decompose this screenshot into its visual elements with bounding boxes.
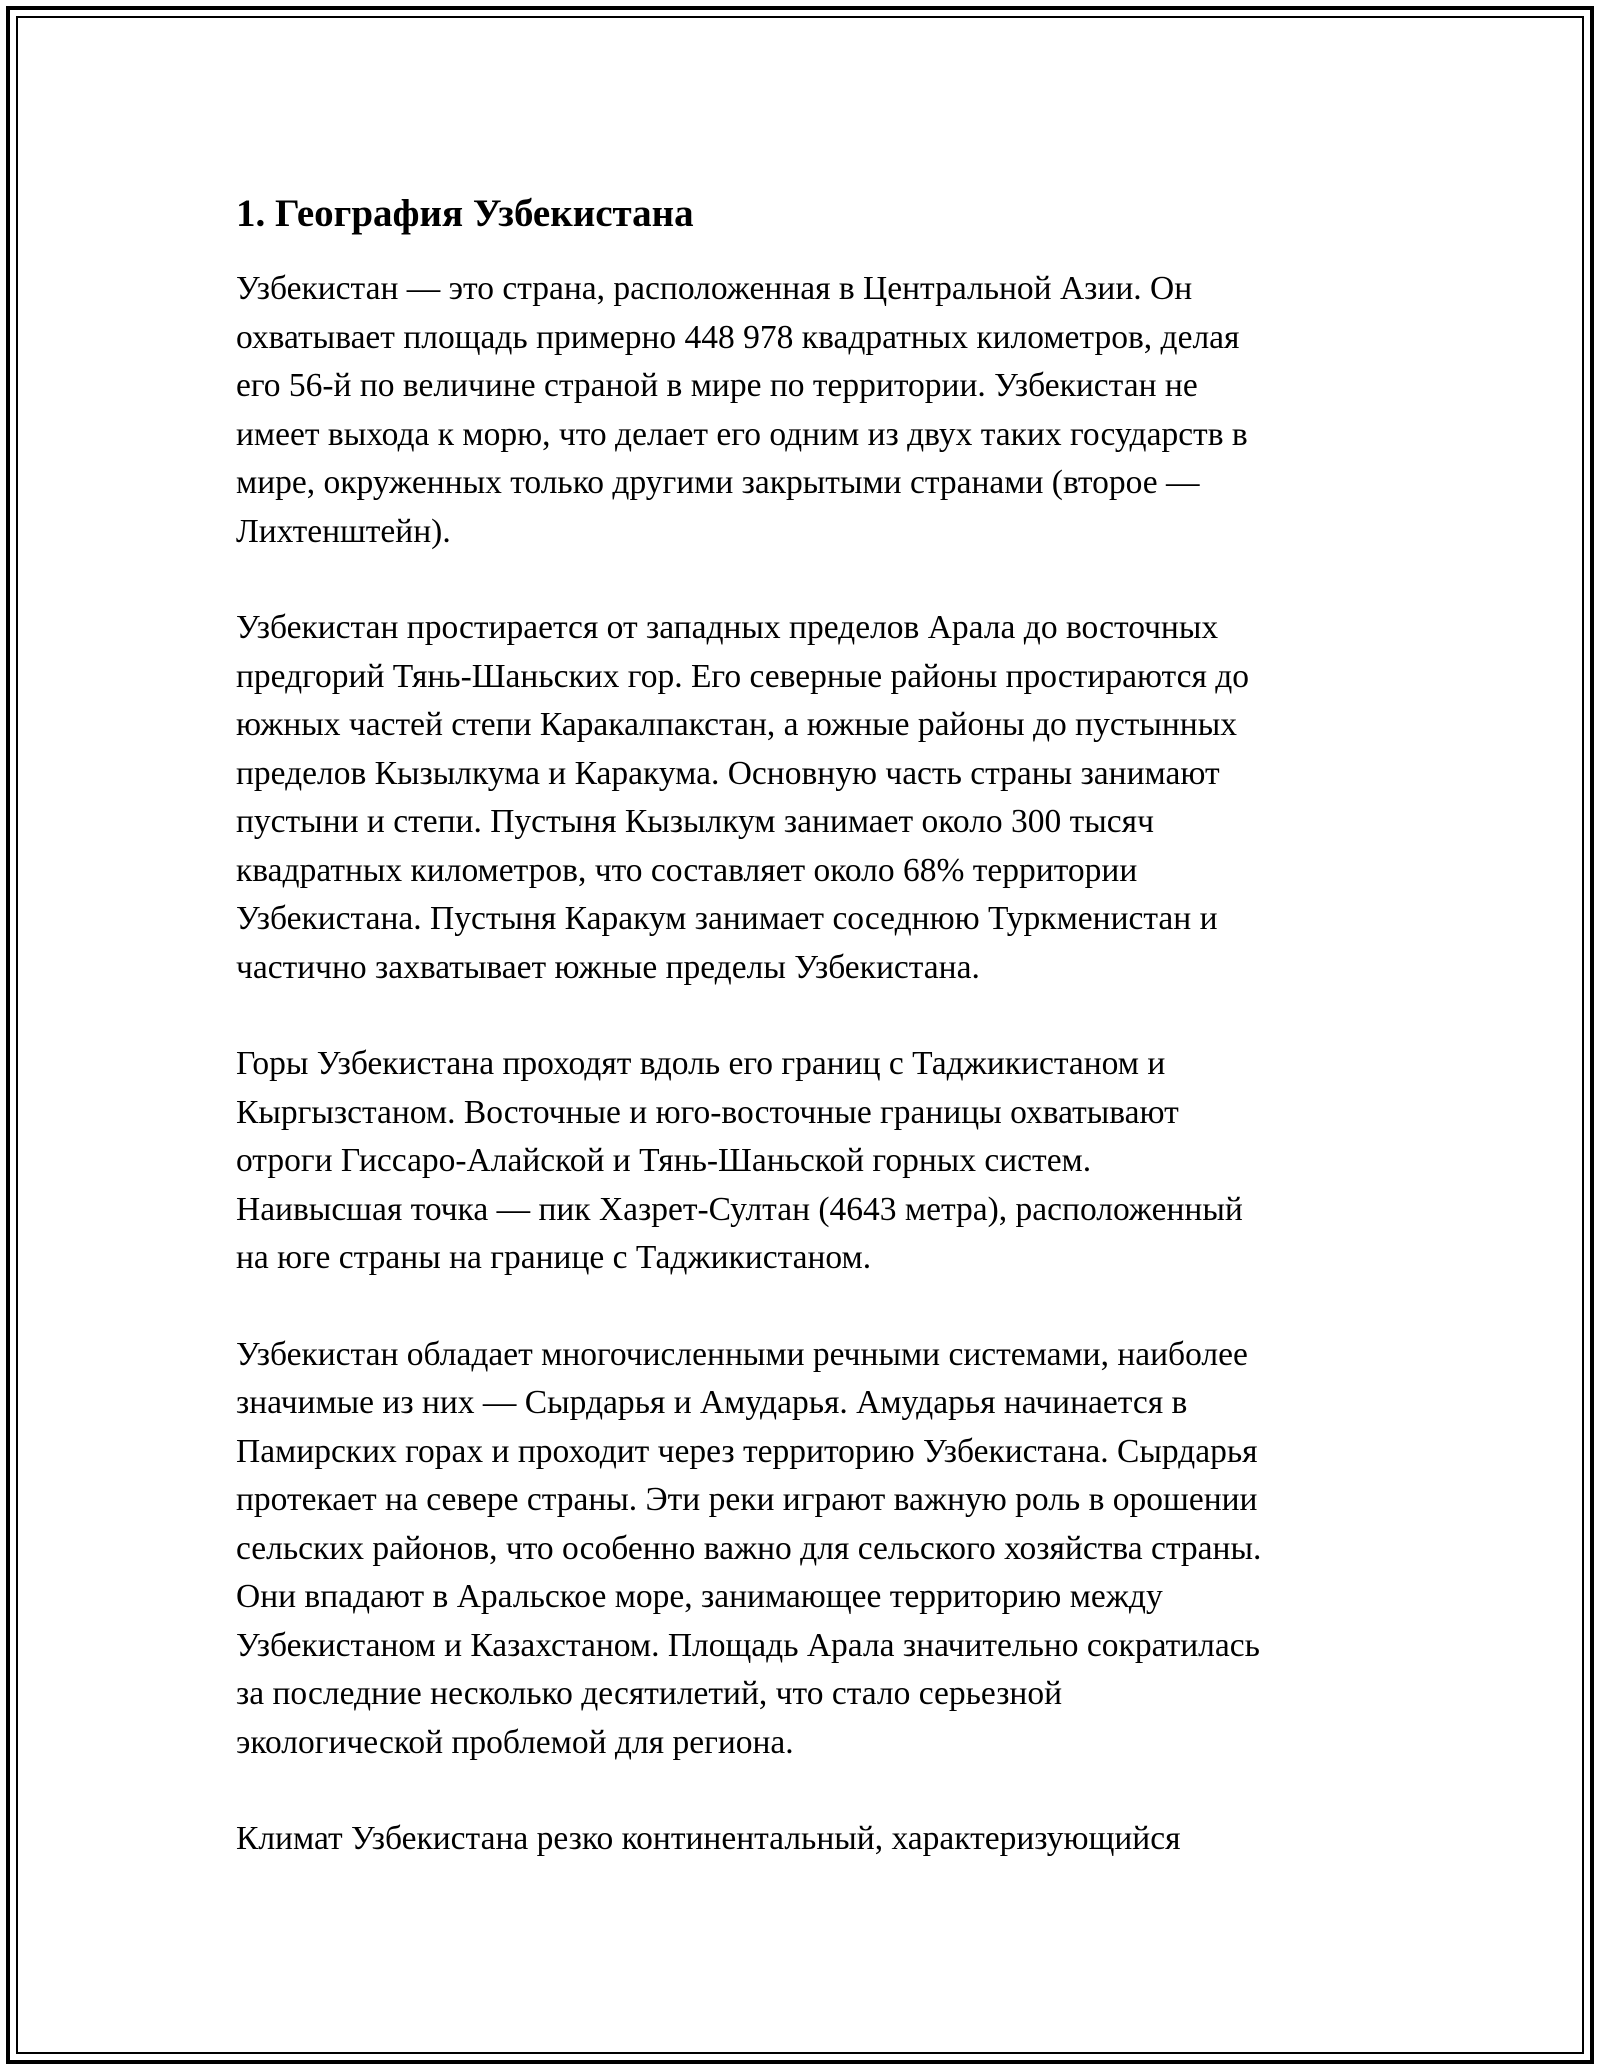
text-line: протекает на севере страны. Эти реки играют важную роль в орошении <box>236 1481 1258 1518</box>
text-line: значимые из них — Сырдарья и Амударья. Амударья начинается в <box>236 1384 1188 1421</box>
text-line: южных частей степи Каракалпакстан, а южные районы до пустынных <box>236 706 1237 743</box>
text-line: Памирских горах и проходит через территорию Узбекистана. Сырдарья <box>236 1432 1258 1470</box>
paragraph-rivers <box>236 1331 1386 1768</box>
text-line: охватывает площадь примерно 448 978 квадратных километров, делая <box>236 318 1240 356</box>
text-line: за последние несколько десятилетий, что стало серьезной <box>236 1675 1063 1712</box>
text-line: Климат Узбекистана резко континентальный, характеризующийся <box>236 1820 1181 1857</box>
section-heading: 1. География Узбекистана <box>236 192 694 235</box>
text-line: отроги Гиссаро-Алайской и Тянь-Шаньской горных систем. <box>236 1142 1092 1179</box>
text-line: Горы Узбекистана проходят вдоль его границ с Таджикистаном и <box>236 1045 1166 1082</box>
text-line: частично захватывает южные пределы Узбекистана. <box>236 948 980 986</box>
text-line: сельских районов, что особенно важно для сельского хозяйства страны. <box>236 1529 1262 1567</box>
text-line: мире, окруженных только другими закрытыми странами (второе — <box>236 464 1200 501</box>
text-line: Узбекистан обладает многочисленными речными системами, наиболее <box>236 1335 1248 1373</box>
document-body <box>236 185 1386 1912</box>
text-line: Узбекистана. Пустыня Каракум занимает соседнюю Туркменистан и <box>236 900 1218 937</box>
text-line: пустыни и степи. Пустыня Кызылкум занимает около 300 тысяч <box>236 803 1154 840</box>
text-line: Они впадают в Аральское море, занимающее территорию между <box>236 1578 1163 1615</box>
text-line: предгорий Тянь-Шаньских гор. Его северные районы простираются до <box>236 657 1250 695</box>
paragraph-extent <box>236 604 1386 992</box>
text-line: на юге страны на границе с Таджикистаном. <box>236 1239 872 1276</box>
paragraph-mountains <box>236 1040 1386 1283</box>
text-line: его 56-й по величине страной в мире по территории. Узбекистан не <box>236 367 1198 404</box>
text-line: квадратных километров, что составляет около 68% территории <box>236 851 1138 889</box>
paragraph-area <box>236 265 1386 556</box>
text-line: имеет выхода к морю, что делает его одним из двух таких государств в <box>236 415 1248 453</box>
text-line: пределов Кызылкума и Каракума. Основную часть страны занимают <box>236 754 1220 792</box>
text-line: Узбекистан простирается от западных пределов Арала до восточных <box>236 609 1219 646</box>
paragraph-climate <box>236 1815 1386 1864</box>
text-line: Лихтенштейн). <box>236 512 451 550</box>
text-line: Узбекистан — это страна, расположенная в Центральной Азии. Он <box>236 270 1193 307</box>
text-line: экологической проблемой для региона. <box>236 1723 794 1761</box>
text-line: Наивысшая точка — пик Хазрет-Султан (4643 метра), расположенный <box>236 1190 1243 1228</box>
text-line: Кыргызстаном. Восточные и юго-восточные границы охватывают <box>236 1093 1179 1131</box>
text-line: Узбекистаном и Казахстаном. Площадь Арала значительно сократилась <box>236 1626 1260 1664</box>
